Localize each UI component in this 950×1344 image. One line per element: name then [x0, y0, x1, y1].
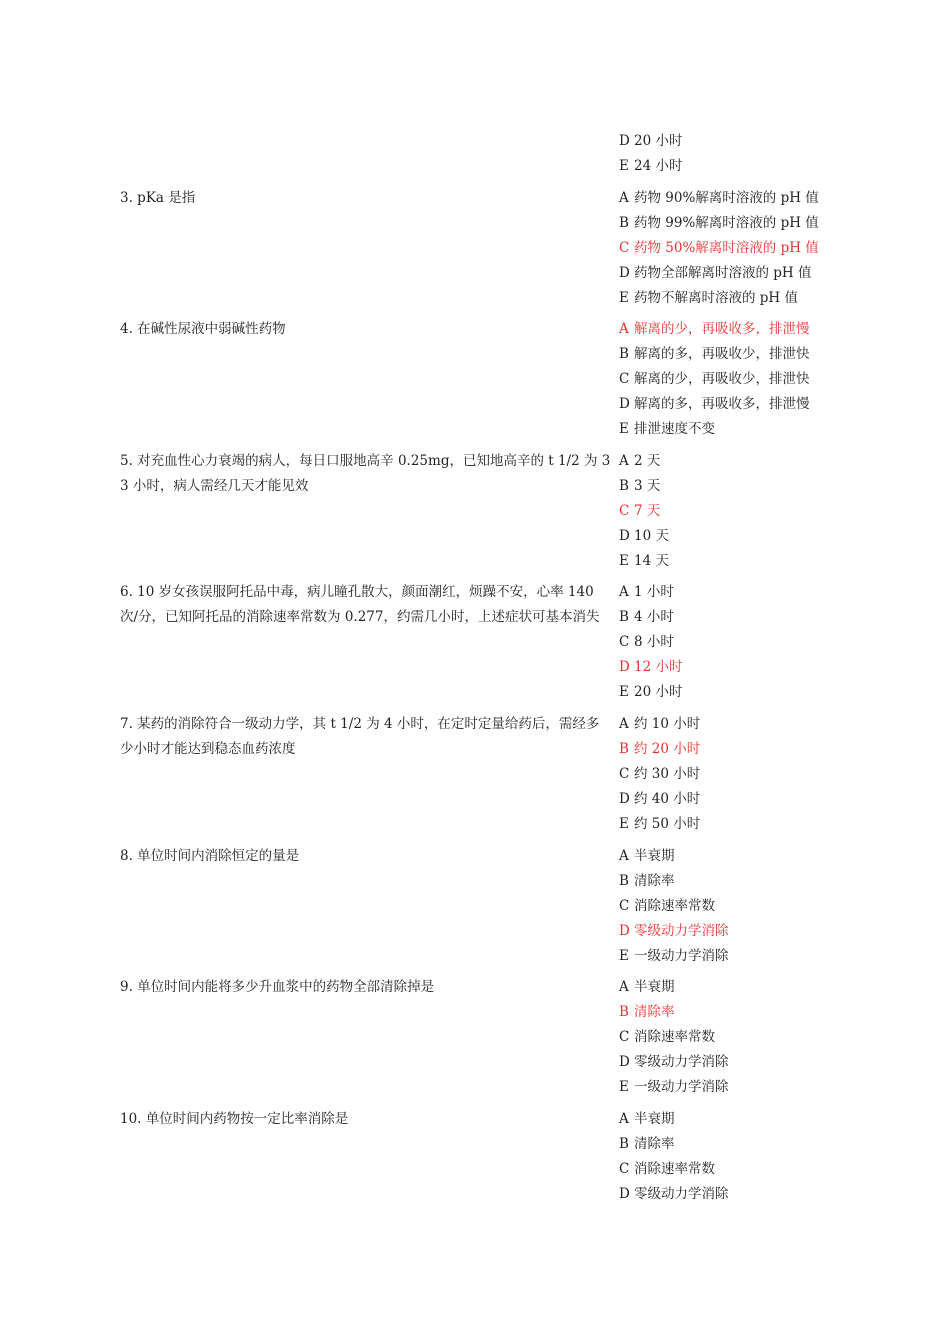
- option: [619, 605, 939, 630]
- option-letter: A: [619, 716, 629, 732]
- option: [619, 1182, 939, 1207]
- option: [619, 549, 939, 574]
- question-stem: 7. 某药的消除符合一级动力学，其 t 1/2 为 4 小时，在定时定量给药后，需经多少小时才能达到稳态血药浓度: [120, 716, 600, 757]
- option-letter: A: [619, 190, 629, 206]
- option-text: 半衰期: [634, 1111, 675, 1127]
- option: [619, 894, 939, 919]
- option-letter: B: [619, 215, 629, 231]
- option: [619, 154, 939, 179]
- option-letter: C: [619, 634, 630, 650]
- option-text: 清除率: [634, 873, 675, 889]
- option: [619, 317, 939, 342]
- option: [619, 1050, 939, 1075]
- option: [619, 417, 939, 442]
- option-text: 12 小时: [634, 659, 683, 675]
- option-text: 排泄速度不变: [634, 421, 715, 437]
- option-text: 清除率: [634, 1004, 675, 1020]
- option-text: 20 小时: [634, 133, 683, 149]
- option-letter: B: [619, 1136, 629, 1152]
- option: [619, 449, 939, 474]
- option: [619, 1075, 939, 1100]
- option: [619, 630, 939, 655]
- option-list: [619, 129, 939, 179]
- option: [619, 580, 939, 605]
- option-text: 解离的多，再吸收多，排泄慢: [634, 396, 810, 412]
- option-letter: A: [619, 321, 629, 337]
- option-letter: C: [619, 766, 630, 782]
- option-text: 24 小时: [634, 158, 683, 174]
- option-text: 消除速率常数: [634, 898, 715, 914]
- option: [619, 944, 939, 969]
- option: [619, 844, 939, 869]
- option-text: 8 小时: [634, 634, 674, 650]
- question-stem: 4. 在碱性尿液中弱碱性药物: [120, 321, 286, 337]
- option-letter: D: [619, 791, 630, 807]
- option-text: 14 天: [634, 553, 669, 569]
- question-stem: 9. 单位时间内能将多少升血浆中的药物全部清除掉是: [120, 979, 435, 995]
- option: [619, 655, 939, 680]
- option: [619, 236, 939, 261]
- option-letter: D: [619, 1054, 630, 1070]
- option: [619, 342, 939, 367]
- option-letter: A: [619, 584, 629, 600]
- option-text: 20 小时: [634, 684, 683, 700]
- question-stem: 10. 单位时间内药物按一定比率消除是: [120, 1111, 349, 1127]
- option-letter: D: [619, 528, 630, 544]
- option-list: [619, 449, 939, 574]
- option-list: [619, 186, 939, 311]
- option: [619, 474, 939, 499]
- question-stem: 8. 单位时间内消除恒定的量是: [120, 848, 300, 864]
- option: [619, 367, 939, 392]
- option: [619, 392, 939, 417]
- option-letter: E: [619, 1079, 629, 1095]
- option-text: 药物全部解离时溶液的 pH 值: [634, 265, 812, 281]
- option-text: 7 天: [634, 503, 661, 519]
- option-letter: E: [619, 290, 629, 306]
- option: [619, 737, 939, 762]
- question-stem: 5. 对充血性心力衰竭的病人，每日口服地高辛 0.25mg，已知地高辛的 t 1/2 为 33 小时，病人需经几天才能见效: [120, 453, 611, 494]
- question-stem: 6. 10 岁女孩误服阿托品中毒，病儿瞳孔散大，颜面潮红，烦躁不安，心率 140 次/分，已知阿托品的消除速率常数为 0.277，约需几小时，上述症状可基本消失: [120, 584, 600, 625]
- option-text: 零级动力学消除: [634, 1186, 729, 1202]
- option: [619, 919, 939, 944]
- option-letter: D: [619, 1186, 630, 1202]
- option: [619, 129, 939, 154]
- option-text: 解离的少，再吸收少，排泄快: [634, 371, 810, 387]
- option: [619, 186, 939, 211]
- option-text: 药物 99%解离时溶液的 pH 值: [634, 215, 819, 231]
- question-stem: 3. pKa 是指: [120, 190, 196, 206]
- option: [619, 1107, 939, 1132]
- option-list: [619, 712, 939, 837]
- option-letter: B: [619, 741, 629, 757]
- option-text: 零级动力学消除: [634, 1054, 729, 1070]
- option-text: 约 30 小时: [634, 766, 701, 782]
- option-text: 半衰期: [634, 848, 675, 864]
- option: [619, 712, 939, 737]
- option-text: 4 小时: [634, 609, 674, 625]
- option: [619, 680, 939, 705]
- option-letter: C: [619, 371, 630, 387]
- option-text: 清除率: [634, 1136, 675, 1152]
- option-letter: B: [619, 873, 629, 889]
- option: [619, 1132, 939, 1157]
- option-text: 1 小时: [634, 584, 674, 600]
- option: [619, 812, 939, 837]
- option-letter: A: [619, 453, 629, 469]
- option: [619, 524, 939, 549]
- option-text: 约 50 小时: [634, 816, 701, 832]
- option-letter: D: [619, 396, 630, 412]
- option-letter: C: [619, 503, 630, 519]
- option-letter: D: [619, 133, 630, 149]
- option: [619, 975, 939, 1000]
- option-letter: B: [619, 346, 629, 362]
- option-list: [619, 317, 939, 442]
- option-text: 药物不解离时溶液的 pH 值: [634, 290, 798, 306]
- option-text: 药物 90%解离时溶液的 pH 值: [634, 190, 819, 206]
- option: [619, 1000, 939, 1025]
- option-letter: B: [619, 1004, 629, 1020]
- option: [619, 1025, 939, 1050]
- option-text: 解离的多，再吸收少，排泄快: [634, 346, 810, 362]
- option-text: 药物 50%解离时溶液的 pH 值: [634, 240, 819, 256]
- option-letter: B: [619, 609, 629, 625]
- option-text: 约 10 小时: [634, 716, 701, 732]
- option: [619, 1157, 939, 1182]
- option-letter: E: [619, 948, 629, 964]
- option-text: 约 40 小时: [634, 791, 701, 807]
- option: [619, 261, 939, 286]
- option: [619, 286, 939, 311]
- option: [619, 787, 939, 812]
- option-text: 消除速率常数: [634, 1029, 715, 1045]
- option-letter: C: [619, 1161, 630, 1177]
- option-letter: C: [619, 240, 630, 256]
- option: [619, 499, 939, 524]
- option-letter: B: [619, 478, 629, 494]
- option-text: 一级动力学消除: [634, 948, 729, 964]
- option-letter: E: [619, 684, 629, 700]
- option-text: 零级动力学消除: [634, 923, 729, 939]
- option-letter: E: [619, 553, 629, 569]
- option-letter: D: [619, 923, 630, 939]
- option-letter: A: [619, 848, 629, 864]
- option-letter: D: [619, 265, 630, 281]
- option-letter: C: [619, 898, 630, 914]
- option-text: 2 天: [634, 453, 661, 469]
- option: [619, 211, 939, 236]
- option-text: 解离的少，再吸收多，排泄慢: [634, 321, 810, 337]
- option-text: 约 20 小时: [634, 741, 701, 757]
- option-letter: A: [619, 1111, 629, 1127]
- option-letter: D: [619, 659, 630, 675]
- option-list: [619, 844, 939, 969]
- option-list: [619, 975, 939, 1100]
- option-text: 半衰期: [634, 979, 675, 995]
- option-text: 消除速率常数: [634, 1161, 715, 1177]
- option-letter: E: [619, 158, 629, 174]
- option-letter: C: [619, 1029, 630, 1045]
- option-letter: A: [619, 979, 629, 995]
- option-letter: E: [619, 421, 629, 437]
- option-text: 一级动力学消除: [634, 1079, 729, 1095]
- option: [619, 869, 939, 894]
- option-text: 3 天: [634, 478, 661, 494]
- option: [619, 762, 939, 787]
- option-list: [619, 1107, 939, 1207]
- option-list: [619, 580, 939, 705]
- option-letter: E: [619, 816, 629, 832]
- option-text: 10 天: [634, 528, 669, 544]
